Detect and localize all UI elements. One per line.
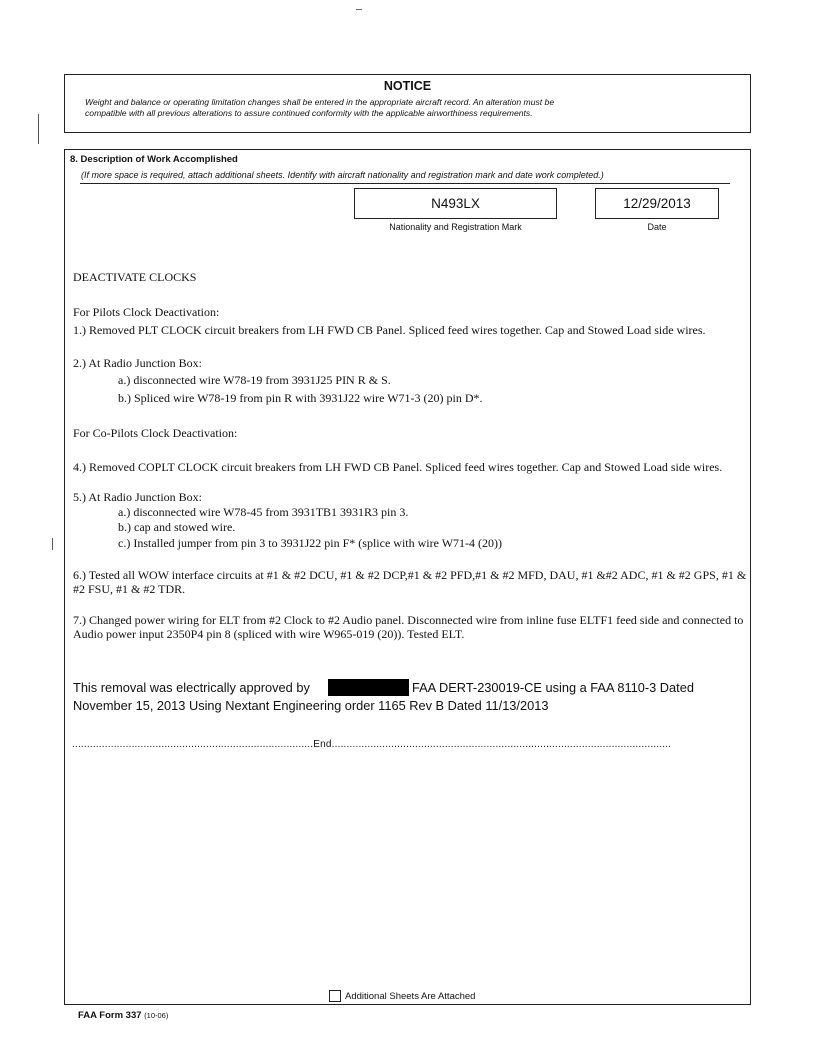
registration-mark-field[interactable]: N493LX bbox=[354, 188, 557, 219]
notice-text bbox=[85, 97, 725, 119]
redacted-name bbox=[328, 679, 409, 696]
notice-text-line1: Weight and balance or operating limitation changes shall be entered in the appropriate aircraft record. An alteration must be bbox=[85, 97, 555, 107]
date-field[interactable]: 12/29/2013 bbox=[595, 188, 719, 219]
pilots-heading: For Pilots Clock Deactivation: bbox=[73, 305, 220, 319]
notice-title: NOTICE bbox=[383, 79, 432, 93]
date-label: Date bbox=[647, 222, 667, 232]
scan-mark bbox=[38, 114, 39, 144]
section-title: 8. Description of Work Accomplished bbox=[70, 154, 238, 165]
step-5a: a.) disconnected wire W78-45 from 3931TB1 3931R3 pin 3. bbox=[118, 505, 409, 519]
registration-mark-label: Nationality and Registration Mark bbox=[389, 222, 522, 232]
step-2: 2.) At Radio Junction Box: bbox=[73, 356, 202, 370]
work-heading: DEACTIVATE CLOCKS bbox=[73, 270, 197, 284]
form-name: FAA Form 337 bbox=[78, 1010, 142, 1021]
scan-mark bbox=[52, 538, 53, 550]
step-6: 6.) Tested all WOW interface circuits at #1 & #2 DCU, #1 & #2 DCP,#1 & #2 PFD,#1 & #2 MFD, DAU, #1 &#2 ADC, #1 & #2 GPS, #1 & #2 FSU, #1 & #2 TDR. bbox=[73, 568, 747, 596]
step-2b: b.) Spliced wire W78-19 from pin R with 3931J22 wire W71-3 (20) pin D*. bbox=[118, 391, 483, 405]
notice-text-line2: compatible with all previous alterations to assure continued conformity with the applicable airworthiness requirements. bbox=[85, 108, 533, 118]
additional-sheets-checkbox[interactable] bbox=[329, 990, 341, 1002]
approval-line2: November 15, 2013 Using Nextant Engineering order 1165 Rev B Dated 11/13/2013 bbox=[73, 698, 549, 713]
instructions-divider bbox=[80, 183, 730, 184]
step-1: 1.) Removed PLT CLOCK circuit breakers from LH FWD CB Panel. Spliced feed wires together. Cap and Stowed Load side wires. bbox=[73, 323, 706, 337]
additional-sheets-label: Additional Sheets Are Attached bbox=[345, 991, 476, 1002]
approval-line1-suffix: FAA DERT-230019-CE using a FAA 8110-3 Dated bbox=[412, 680, 694, 695]
form-footer bbox=[78, 1010, 168, 1021]
scan-mark bbox=[356, 9, 362, 10]
step-5b: b.) cap and stowed wire. bbox=[118, 520, 236, 534]
step-2a: a.) disconnected wire W78-19 from 3931J25 PIN R & S. bbox=[118, 373, 391, 387]
step-5c: c.) Installed jumper from pin 3 to 3931J22 pin F* (splice with wire W71-4 (20)) bbox=[118, 536, 503, 550]
step-5: 5.) At Radio Junction Box: bbox=[73, 490, 202, 504]
step-4: 4.) Removed COPLT CLOCK circuit breakers from LH FWD CB Panel. Spliced feed wires together. Cap and Stowed Load side wires. bbox=[73, 460, 723, 474]
form-revision: (10-06) bbox=[144, 1011, 169, 1020]
section-instructions: (If more space is required, attach additional sheets. Identify with aircraft nationality and registration mark and date work completed.) bbox=[81, 170, 604, 180]
end-marker: .................................................................................End.................................................................................................................. bbox=[72, 739, 672, 750]
copilots-heading: For Co-Pilots Clock Deactivation: bbox=[73, 426, 238, 440]
step-7: 7.) Changed power wiring for ELT from #2 Clock to #2 Audio panel. Disconnected wire from inline fuse ELTF1 feed side and connected to Audio power input 2350P4 pin 8 (spliced with wire W965-019 (20)). Tested ELT. bbox=[73, 613, 744, 641]
notice-box bbox=[64, 74, 751, 133]
approval-line1-prefix: This removal was electrically approved by bbox=[73, 680, 310, 695]
